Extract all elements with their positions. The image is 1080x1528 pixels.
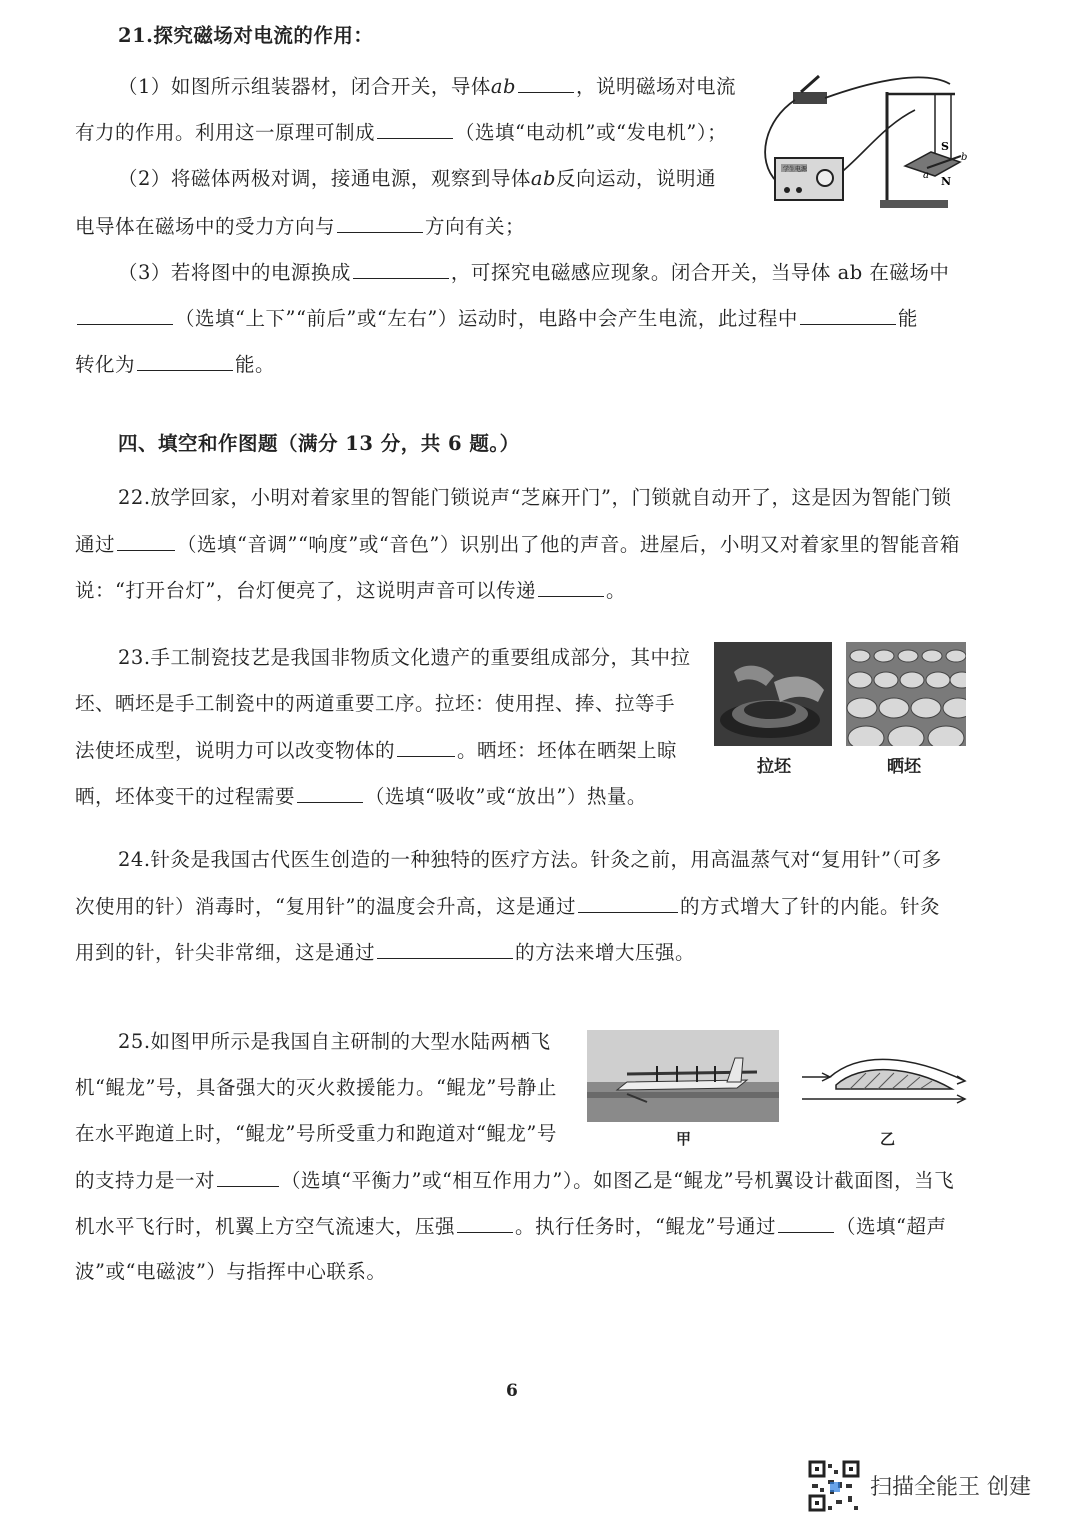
q23-text: 法使坯成型，说明力可以改变物体的 [75, 739, 396, 762]
q25-text: 。执行任务时，“鲲龙”号通过 [515, 1215, 776, 1238]
q22-text: （选填“音调”“响度”或“音色”）识别出了他的声音。进屋后，小明又对着家里的智能音箱 [177, 533, 960, 556]
page-number: 6 [506, 1381, 519, 1401]
q22-line3 [75, 576, 626, 605]
q21-ab: ab [490, 75, 517, 98]
q21-apparatus-figure [755, 70, 985, 215]
q21-text: 能。 [235, 353, 276, 376]
fig-label-b: b [961, 152, 968, 163]
q21-blank-6 [800, 304, 896, 325]
q21-line4 [75, 212, 525, 241]
section-title: 四、填空和作图题（满分 13 分，共 6 题。） [118, 432, 520, 455]
q23-line3 [75, 736, 677, 765]
scanner-watermark: 扫描全能王 创建 [870, 1475, 1031, 1500]
q21-text: （1）如图所示组装器材，闭合开关，导体 [118, 75, 491, 98]
q21-text: ，说明磁场对电流 [576, 75, 737, 98]
q23-text: 。晒坯：坯体在晒架上晾 [457, 739, 678, 762]
stand-base-icon [880, 200, 948, 208]
q25-blank-2 [457, 1212, 513, 1233]
q25-blank-1 [217, 1166, 279, 1187]
q22-text: 通过 [75, 533, 116, 556]
q21-ab: ab [530, 167, 557, 190]
qr-code-icon [808, 1460, 860, 1512]
q25-line3: 在水平跑道上时，“鲲龙”号所受重力和跑道对“鲲龙”号 [75, 1122, 557, 1145]
fig-label-s: S [941, 140, 949, 153]
q23-text: 晒，坯体变干的过程需要 [75, 785, 296, 808]
photo-caption-drying: 晒坯 [887, 757, 921, 777]
q21-blank-2 [377, 118, 453, 139]
q24-line3 [75, 938, 695, 967]
photo-caption-throwing: 拉坯 [757, 757, 791, 777]
q23-line1: 23.手工制瓷技艺是我国非物质文化遗产的重要组成部分，其中拉 [118, 646, 691, 669]
q24-text: 次使用的针）消毒时，“复用针”的温度会升高，这是通过 [75, 895, 576, 918]
q21-text: （3）若将图中的电源换成 [118, 261, 351, 284]
q24-line2 [75, 892, 940, 921]
q25-text: 的支持力是一对 [75, 1169, 216, 1192]
q22-blank-1 [117, 530, 175, 551]
q21-blank-5 [77, 304, 173, 325]
switch-icon [793, 92, 827, 104]
fig-label-n: N [941, 175, 952, 188]
q24-blank-2 [377, 938, 513, 959]
q21-line7 [75, 350, 275, 379]
wing-section-diagram [800, 1055, 970, 1105]
q23-text: （选填“吸收”或“放出”）热量。 [365, 785, 647, 808]
q21-text: ，可探究电磁感应现象。闭合开关，当导体 ab 在磁场中 [450, 261, 950, 284]
q22-text: 说：“打开台灯”，台灯便亮了，这说明声音可以传递 [75, 579, 536, 602]
q25-text: 机水平飞行时，机翼上方空气流速大，压强 [75, 1215, 456, 1238]
q22-text: 。 [605, 579, 626, 602]
q23-line4 [75, 782, 647, 811]
seaplane-photo [587, 1030, 779, 1122]
q21-line3 [118, 165, 716, 193]
q25-text: （选填“平衡力”或“相互作用力”）。如图乙是“鲲龙”号机翼设计截面图，当飞 [281, 1169, 955, 1192]
q21-text: （选填“上下”“前后”或“左右”）运动时，电路中会产生电流，此过程中 [175, 307, 798, 330]
q23-blank-1 [397, 736, 455, 757]
power-supply-label: 学生电源 [783, 166, 808, 173]
q21-line5 [118, 258, 949, 287]
q21-text: 电导体在磁场中的受力方向与 [75, 215, 336, 238]
q25-text: （选填“超声 [835, 1215, 947, 1238]
q21-blank-3 [337, 212, 423, 233]
q25-line2: 机“鲲龙”号，具备强大的灭火救援能力。“鲲龙”号静止 [75, 1076, 557, 1099]
q21-text: 能 [897, 307, 918, 330]
q21-blank-1 [518, 72, 574, 93]
figure-caption-a: 甲 [676, 1130, 692, 1148]
q24-text: 的方式增大了针的内能。针灸 [679, 895, 940, 918]
q21-text: 转化为 [75, 353, 136, 376]
q23-blank-2 [297, 782, 363, 803]
q25-blank-3 [778, 1212, 834, 1233]
q25-line5 [75, 1212, 946, 1241]
q24-blank-1 [578, 892, 678, 913]
q21-text: （2）将磁体两极对调，接通电源，观察到导体 [118, 167, 531, 190]
figure-caption-b: 乙 [880, 1130, 896, 1148]
q21-text: 反向运动，说明通 [556, 167, 717, 190]
q21-line1 [118, 72, 736, 101]
q24-line1: 24.针灸是我国古代医生创造的一种独特的医疗方法。针灸之前，用高温蒸气对“复用针”（可多 [118, 848, 942, 871]
fig-label-a: a [923, 170, 929, 181]
q21-text: 有力的作用。利用这一原理可制成 [75, 121, 376, 144]
q22-line2 [75, 530, 960, 559]
q22-blank-2 [538, 576, 604, 597]
q21-blank-4 [353, 258, 449, 279]
q21-line6 [75, 304, 918, 333]
q24-text: 用到的针，针尖非常细，这是通过 [75, 941, 376, 964]
q21-blank-7 [137, 350, 233, 371]
q25-line4 [75, 1166, 954, 1195]
q25-line6: 波”或“电磁波”）与指挥中心联系。 [75, 1260, 387, 1283]
q25-line1: 25.如图甲所示是我国自主研制的大型水陆两栖飞 [118, 1030, 551, 1053]
q21-title: 21.探究磁场对电流的作用： [118, 24, 374, 47]
pottery-drying-photo [846, 642, 966, 746]
q22-line1: 22.放学回家，小明对着家里的智能门锁说声“芝麻开门”，门锁就自动开了，这是因为智能门锁 [118, 486, 952, 509]
q24-text: 的方法来增大压强。 [515, 941, 696, 964]
q23-line2: 坯、晒坯是手工制瓷中的两道重要工序。拉坯：使用捏、捧、拉等手 [75, 692, 676, 715]
q21-text: 方向有关； [425, 215, 526, 238]
q21-line2 [75, 118, 727, 147]
q21-text: （选填“电动机”或“发电机”）； [455, 121, 728, 144]
pottery-throwing-photo [714, 642, 832, 746]
